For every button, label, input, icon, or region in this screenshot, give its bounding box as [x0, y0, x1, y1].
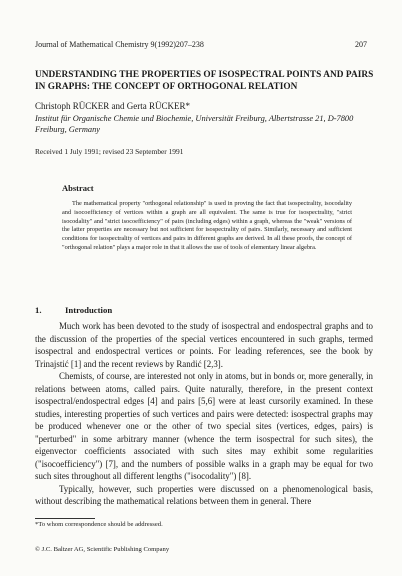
journal-citation: Journal of Mathematical Chemistry 9(1992)207–238: [35, 40, 204, 49]
received-dates: Received 1 July 1991; revised 23 September 1991: [35, 147, 184, 156]
running-head: [35, 40, 367, 50]
section-number: 1.: [35, 305, 42, 315]
footnote-divider: [35, 518, 95, 519]
section-title: Introduction: [65, 305, 113, 315]
author-list: Christoph RÜCKER and Gerta RÜCKER*: [35, 101, 190, 111]
page-number: 207: [355, 40, 367, 49]
article-title: UNDERSTANDING THE PROPERTIES OF ISOSPECTRAL POINTS AND PAIRS IN GRAPHS: THE CONCEPT OF ORTHOGONAL RELATION: [35, 70, 374, 92]
paragraph: Much work has been devoted to the study of isospectral and endospectral graphs and to the discussion of the properties of the special vertices encountered in such graphs, termed isospectral and endospectral vertices or points. For leading references, see the book by Trinajstić [1] and the recent reviews by Randić [2,3].: [35, 321, 373, 369]
abstract-text: The mathematical property "orthogonal relationship" is used in proving the fact that isospectrality, isocodality and isocoefficiency of vertices within a graph are all equivalent. The same is true for isospectrality, "strict isocodality" and "strict isocoefficiency" of pairs (including edges) within a graph, whereas the "weak" versions of the latter properties are necessary but not sufficient for isospectrality of pairs. Similarly, necessary and sufficient conditions for isospectrality of vertices and pairs in different graphs are derived. In all these proofs, the concept of "orthogonal relation" plays a major role in that it allows the use of tools of elementary linear algebra.: [62, 200, 352, 251]
section-heading: [35, 305, 112, 316]
author-affiliation: Institut für Organische Chemie und Biochemie, Universität Freiburg, Albertstrasse 21, D-7800 Freiburg, Germany: [35, 114, 354, 134]
copyright-notice: © J.C. Baltzer AG, Scientific Publishing Company: [35, 546, 170, 553]
footnote: *To whom correspondence should be addressed.: [35, 521, 163, 528]
paragraph: Typically, however, such properties were discussed on a phenomenological basis, without describing the mathematical relations between them in general. There: [35, 483, 373, 506]
body-text: [35, 320, 373, 508]
paragraph: Chemists, of course, are interested not only in atoms, but in bonds or, more generally, in relations between atoms, called pairs. Quite naturally, therefore, in the present context isospectral/endospectral edges [4] and pairs [5,6] were at least cursorily examined. In these studies, interesting properties of such vertices and pairs were detected: isospectral graphs may be produced whenever one or the other of two special sites (vertices, edges, pairs) is "perturbed" in some arbitrary manner (whence the term isospectral for such sites), the eigenvector coefficients associated with such sites may exhibit some regularities ("isocoefficiency") [7], and the numbers of possible walks in a graph may be equal for two such sites throughout all different lengths ("isocodality") [8].: [35, 371, 373, 481]
abstract-heading: Abstract: [62, 183, 94, 193]
